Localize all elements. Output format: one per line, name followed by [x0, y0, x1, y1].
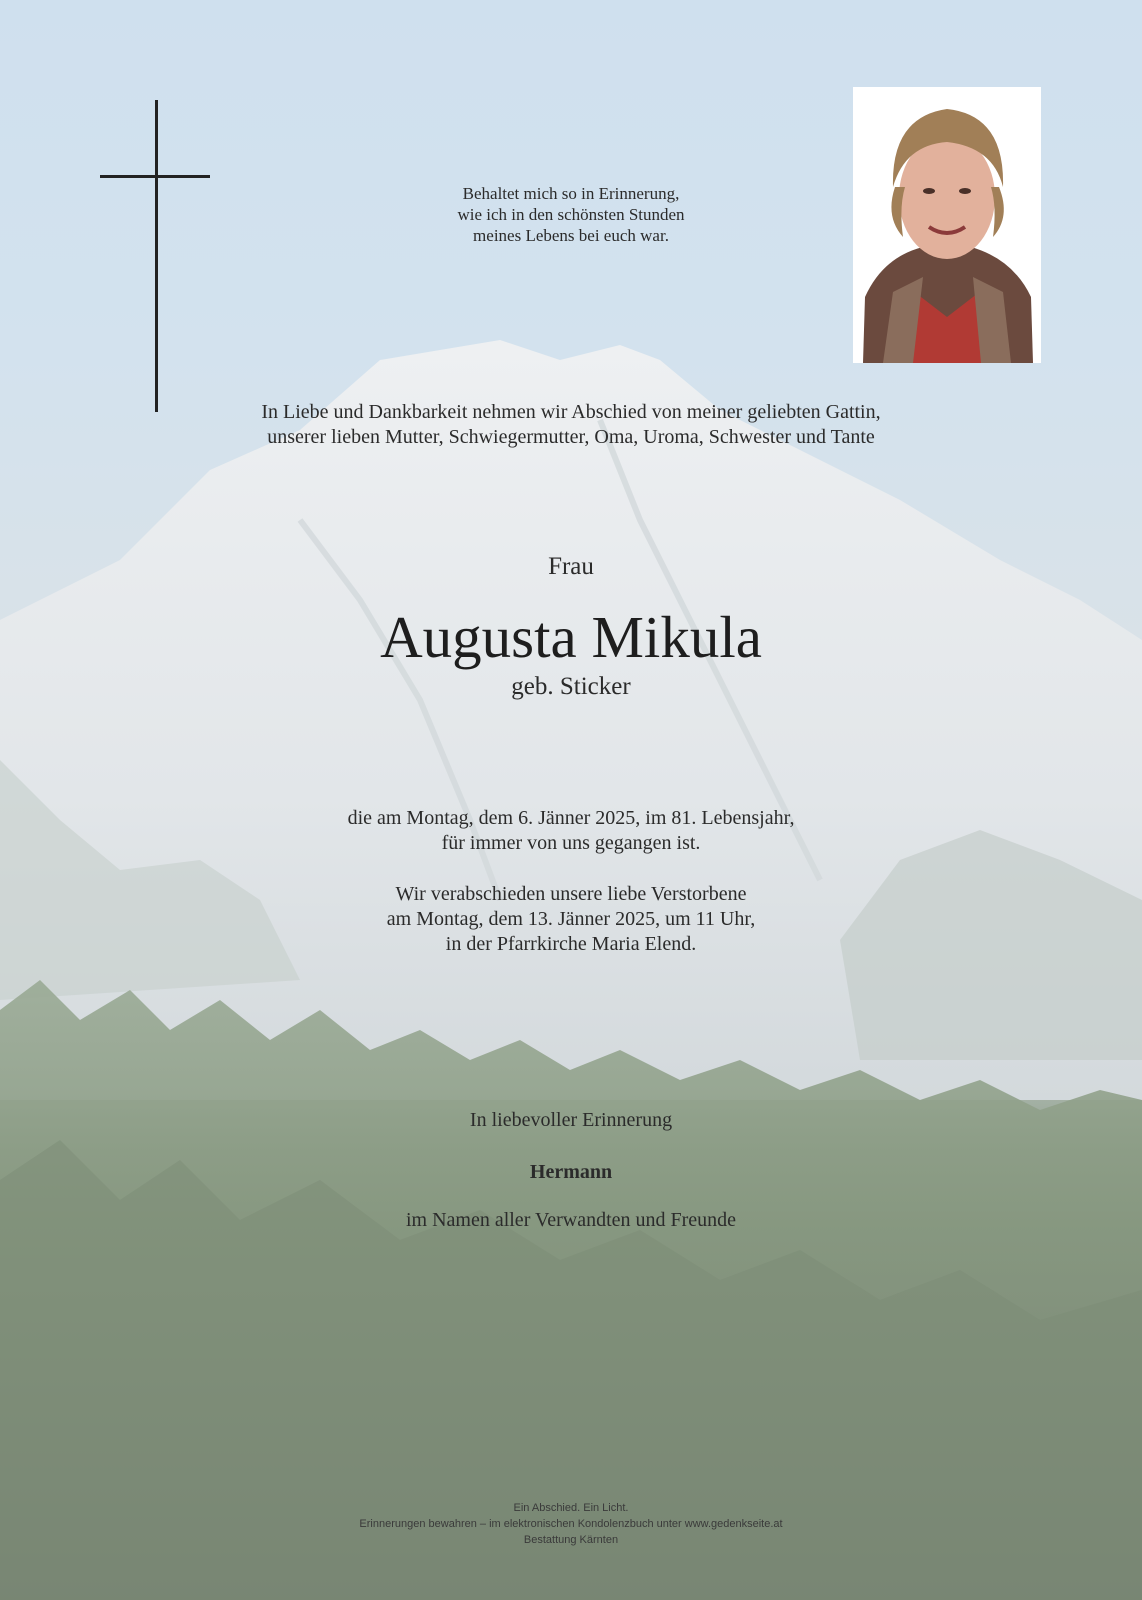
footer-line: Bestattung Kärnten	[523, 1534, 619, 1546]
deceased-name: Augusta Mikula	[380, 604, 762, 670]
poem-line: Behaltet mich so in Erinnerung,	[462, 184, 680, 203]
funeral-line: Wir verabschieden unsere liebe Verstorbene	[395, 883, 747, 905]
death-line: für immer von uns gegangen ist.	[441, 832, 701, 854]
cross-icon	[100, 100, 210, 412]
poem-line: meines Lebens bei euch war.	[473, 226, 669, 245]
memory-line: In liebevoller Erinnerung	[469, 1109, 673, 1131]
intro-block	[0, 400, 1142, 450]
intro-line: unserer lieben Mutter, Schwiegermutter, Oma, Uroma, Schwester und Tante	[267, 426, 875, 448]
family-line: im Namen aller Verwandten und Freunde	[405, 1209, 737, 1231]
poem-line: wie ich in den schönsten Stunden	[457, 205, 685, 224]
footer	[0, 1500, 1142, 1548]
honorific: Frau	[548, 553, 594, 580]
death-notice	[0, 806, 1142, 856]
mourner-name: Hermann	[529, 1161, 613, 1183]
funeral-notice	[0, 882, 1142, 957]
footer-line: Ein Abschied. Ein Licht.	[513, 1502, 629, 1514]
intro-line: In Liebe und Dankbarkeit nehmen wir Abschied von meiner geliebten Gattin,	[261, 401, 881, 423]
footer-link-line[interactable]: Erinnerungen bewahren – im elektronischen Kondolenzbuch unter www.gedenkseite.at	[359, 1518, 783, 1530]
funeral-line: in der Pfarrkirche Maria Elend.	[445, 933, 697, 955]
birth-name: geb. Sticker	[511, 673, 631, 700]
funeral-line: am Montag, dem 13. Jänner 2025, um 11 Uhr,	[386, 908, 756, 930]
death-line: die am Montag, dem 6. Jänner 2025, im 81. Lebensjahr,	[347, 807, 795, 829]
poem-block	[0, 183, 1142, 246]
